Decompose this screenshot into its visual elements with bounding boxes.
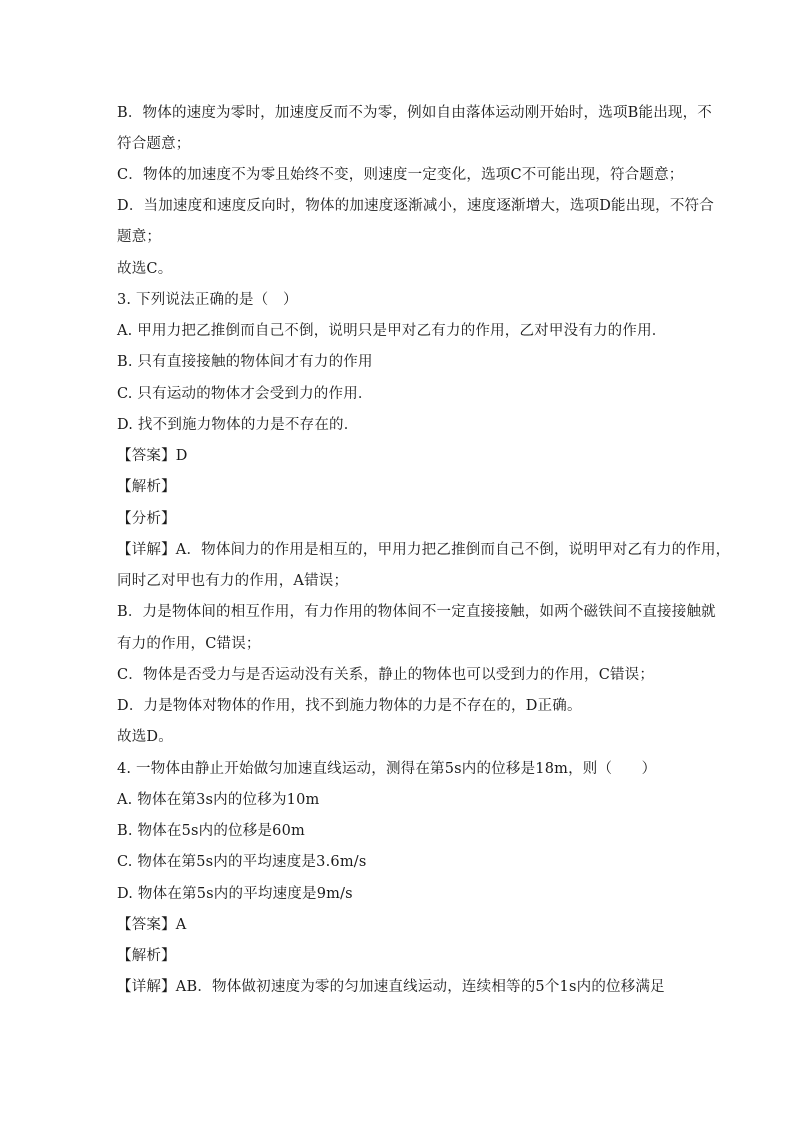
- fenxi-label: 【分析】: [117, 511, 176, 527]
- text-line: B．力是物体间的相互作用，有力作用的物体间不一定直接接触，如两个磁铁间不直接接触就: [117, 604, 716, 620]
- option-c: C. 只有运动的物体才会受到力的作用．: [117, 386, 373, 402]
- option-d: D. 找不到施力物体的力是不存在的．: [117, 417, 359, 433]
- text-line: C．物体的加速度不为零且始终不变，则速度一定变化，选项C不可能出现，符合题意；: [117, 167, 684, 183]
- answer-label: 【答案】D: [117, 448, 188, 464]
- option-a: A. 甲用力把乙推倒而自己不倒，说明只是甲对乙有力的作用，乙对甲没有力的作用．: [117, 323, 667, 339]
- text-line: 题意；: [117, 229, 162, 245]
- option-b: B. 只有直接接触的物体间才有力的作用: [117, 354, 373, 370]
- analysis-label: 【解析】: [117, 948, 176, 964]
- text-line: 故选D。: [117, 729, 173, 745]
- text-line: C．物体是否受力与是否运动没有关系，静止的物体也可以受到力的作用，C错误；: [117, 667, 655, 683]
- text-line: 【详解】A．物体间力的作用是相互的，甲用力把乙推倒而自己不倒，说明甲对乙有力的作用，: [117, 542, 731, 558]
- question-3-stem: 3. 下列说法正确的是（ ）: [117, 292, 298, 308]
- text-line: 同时乙对甲也有力的作用，A错误；: [117, 573, 349, 589]
- text-line: D．当加速度和速度反向时，物体的加速度逐渐减小，速度逐渐增大，选项D能出现，不符合: [117, 198, 714, 214]
- question-4-stem: 4. 一物体由静止开始做匀加速直线运动，测得在第5s内的位移是18m，则（ ）: [117, 761, 657, 777]
- option-a: A. 物体在第3s内的位移为10m: [117, 792, 320, 808]
- option-d: D. 物体在第5s内的平均速度是9m/s: [117, 886, 353, 902]
- text-line: 故选C。: [117, 261, 173, 277]
- option-b: B. 物体在5s内的位移是60m: [117, 823, 305, 839]
- analysis-label: 【解析】: [117, 479, 176, 495]
- text-line: 符合题意；: [117, 136, 191, 152]
- answer-label: 【答案】A: [117, 917, 187, 933]
- text-line: 有力的作用，C错误；: [117, 636, 261, 652]
- option-c: C. 物体在第5s内的平均速度是3.6m/s: [117, 854, 367, 870]
- text-line: B．物体的速度为零时，加速度反而不为零，例如自由落体运动刚开始时，选项B能出现，不: [117, 105, 713, 121]
- text-line: D．力是物体对物体的作用，找不到施力物体的力是不存在的，D正确。: [117, 698, 582, 714]
- text-line: 【详解】AB．物体做初速度为零的匀加速直线运动，连续相等的5个1s内的位移满足: [117, 979, 665, 995]
